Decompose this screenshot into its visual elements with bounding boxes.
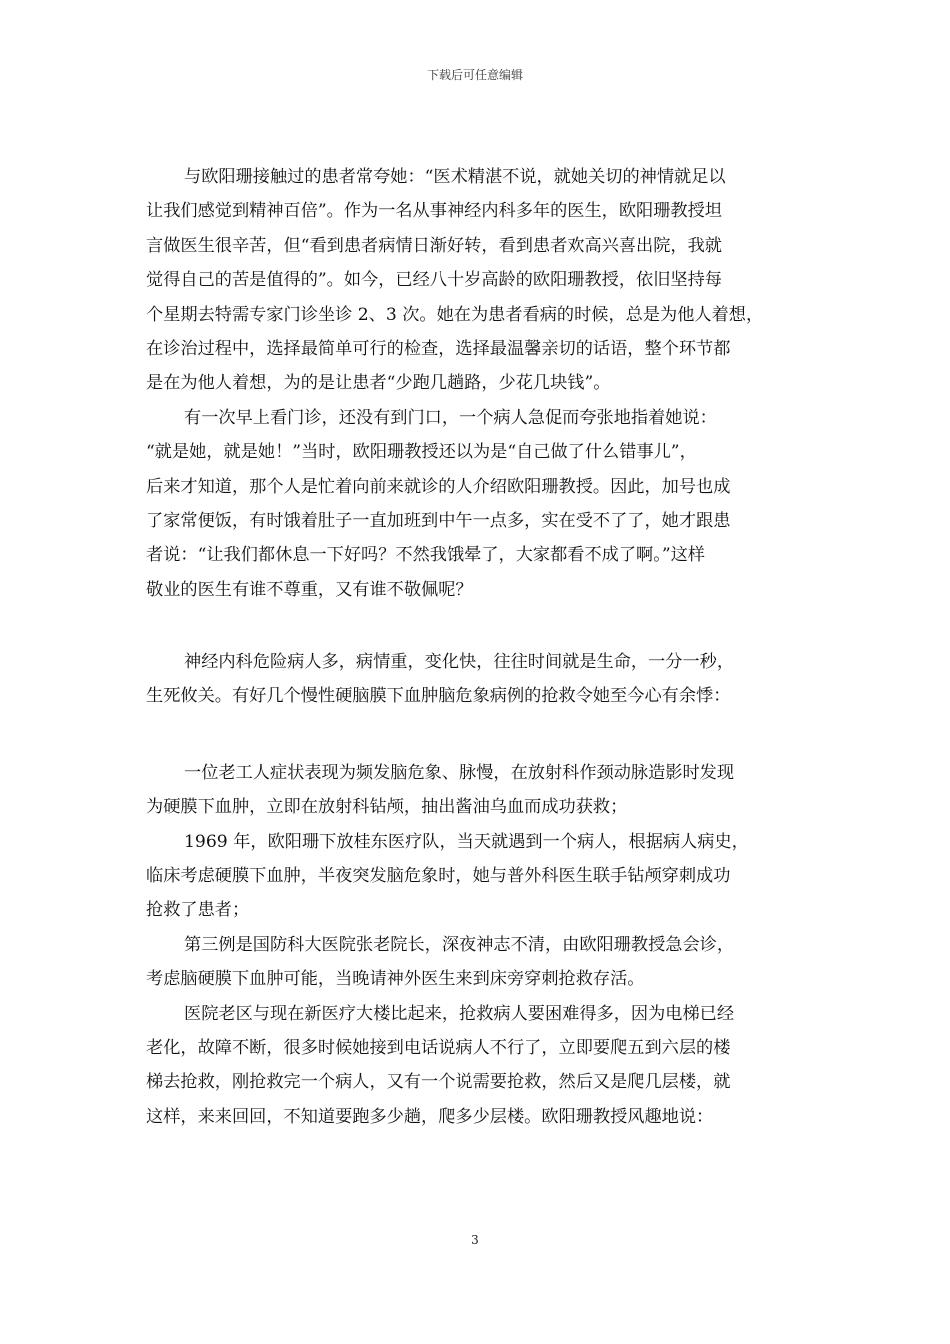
paragraph-gap <box>146 607 806 645</box>
text-line: 一位老工人症状表现为频发脑危象、脉慢，在放射科作颈动脉造影时发现 <box>184 762 735 783</box>
paragraph-case-three <box>146 928 806 997</box>
text-line: 敬业的医生有谁不尊重，又有谁不敬佩呢？ <box>146 579 473 600</box>
page-header: 下载后可任意编辑 <box>426 68 523 82</box>
paragraph-patient-praise <box>146 160 806 401</box>
paragraph-case-two <box>146 825 806 928</box>
text-line: 第三例是国防科大医院张老院长，深夜神志不清，由欧阳珊教授急会诊， <box>184 934 735 955</box>
paragraph-neurology-risk <box>146 645 806 714</box>
paragraph-case-one <box>146 756 806 825</box>
text-line: 有一次早上看门诊，还没有到门口，一个病人急促而夸张地指着她说： <box>184 407 717 428</box>
document-body <box>146 160 806 1134</box>
text-line: 考虑脑硬膜下血肿可能，当晚请神外医生来到床旁穿刺抢救存活。 <box>146 969 645 990</box>
paragraph-gap <box>146 714 806 756</box>
text-line: 与欧阳珊接触过的患者常夸她：“医术精湛不说，就她关切的神情就足以 <box>184 167 726 187</box>
text-line: 1969 年，欧阳珊下放桂东医疗队，当天就遇到一个病人，根据病人病史， <box>184 831 749 852</box>
text-line: 个星期去特需专家门诊坐诊 2、3 次。她在为患者看病的时候，总是为他人着想， <box>146 304 764 325</box>
text-line: 者说：“让我们都休息一下好吗？不然我饿晕了，大家都看不成了啊。”这样 <box>146 545 705 566</box>
text-line: 为硬膜下血肿，立即在放射科钻颅，抽出酱油乌血而成功获救； <box>146 797 628 818</box>
text-line: 医院老区与现在新医疗大楼比起来，抢救病人要困难得多，因为电梯已经 <box>184 1003 735 1024</box>
paragraph-hospital-stairs <box>146 997 806 1135</box>
text-line: 抢救了患者； <box>146 900 250 921</box>
text-line: 临床考虑硬膜下血肿，半夜突发脑危象时，她与普外科医生联手钻颅穿刺成功 <box>146 866 731 887</box>
text-line: 梯去抢救，刚抢救完一个病人，又有一个说需要抢救，然后又是爬几层楼，就 <box>146 1072 731 1093</box>
text-line: 在诊治过程中，选择最简单可行的检查，选择最温馨亲切的话语，整个环节都 <box>146 338 731 359</box>
text-line: 让我们感觉到精神百倍”。作为一名从事神经内科多年的医生，欧阳珊教授坦 <box>146 201 722 222</box>
text-line: 后来才知道，那个人是忙着向前来就诊的人介绍欧阳珊教授。因此，加号也成 <box>146 476 731 497</box>
text-line: 言做医生很辛苦，但“看到患者病情日渐好转，看到患者欢高兴喜出院，我就 <box>146 235 722 256</box>
page-number: 3 <box>471 1233 479 1247</box>
text-line: 这样，来来回回，不知道要跑多少趟，爬多少层楼。欧阳珊教授风趣地说： <box>146 1106 714 1127</box>
text-line: 老化，故障不断，很多时候她接到电话说病人不行了，立即要爬五到六层的楼 <box>146 1037 731 1058</box>
text-line: 是在为他人着想，为的是让患者“少跑几趟路，少花几块钱”。 <box>146 373 611 394</box>
text-line: 生死攸关。有好几个慢性硬脑膜下血肿脑危象病例的抢救令她至今心有余悸： <box>146 686 731 707</box>
text-line: “就是她，就是她！”当时，欧阳珊教授还以为是“自己做了什么错事儿”， <box>146 442 697 463</box>
text-line: 神经内科危险病人多，病情重，变化快，往往时间就是生命，一分一秒， <box>184 652 735 673</box>
text-line: 了家常便饭，有时饿着肚子一直加班到中午一点多，实在受不了了，她才跟患 <box>146 510 731 531</box>
text-line: 觉得自己的苦是值得的”。如今，已经八十岁高龄的欧阳珊教授，依旧坚持每 <box>146 270 722 291</box>
paragraph-clinic-story <box>146 401 806 607</box>
